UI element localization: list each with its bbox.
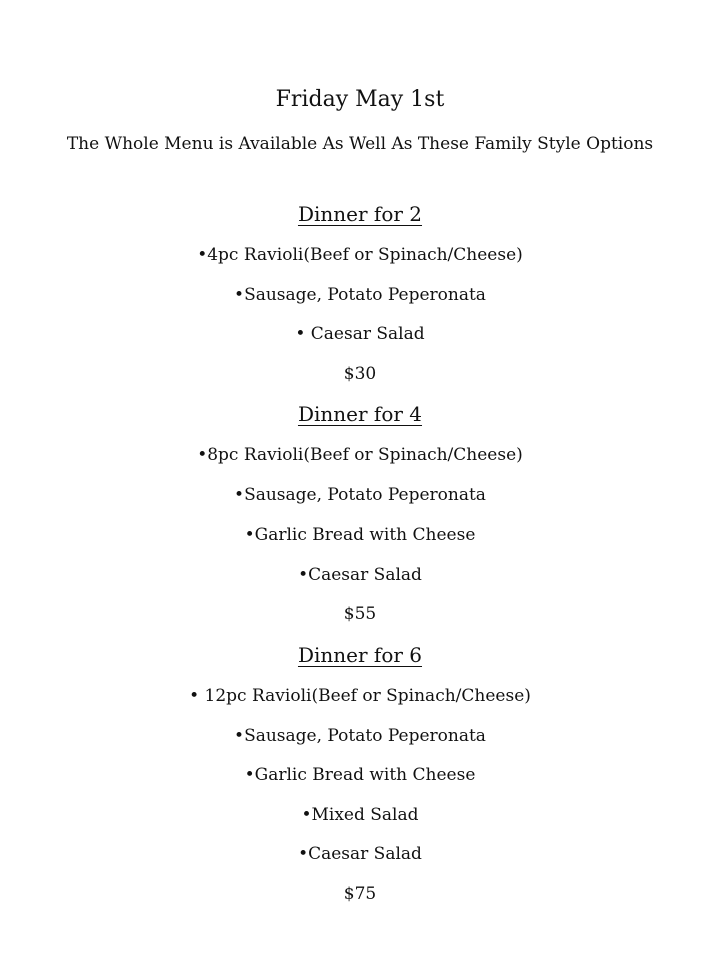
- menu-item: •Mixed Salad: [301, 805, 419, 825]
- price-dinner-for-4: $55: [343, 604, 377, 624]
- menu-item: •4pc Ravioli(Beef or Spinach/Cheese): [197, 245, 523, 265]
- menu-item: •Caesar Salad: [298, 565, 422, 585]
- menu-item: •Garlic Bread with Cheese: [244, 525, 476, 545]
- section-heading-label: Dinner for 4: [297, 402, 423, 426]
- menu-item: •Sausage, Potato Peperonata: [234, 285, 486, 305]
- menu-item: • 12pc Ravioli(Beef or Spinach/Cheese): [189, 686, 531, 706]
- section-heading-label: Dinner for 2: [297, 202, 423, 226]
- section-heading-dinner-for-6: [0, 642, 720, 668]
- section-heading-dinner-for-2: [0, 201, 720, 227]
- section-heading-label: Dinner for 6: [297, 643, 423, 667]
- section-heading-dinner-for-4: [0, 401, 720, 427]
- menu-item: •8pc Ravioli(Beef or Spinach/Cheese): [197, 445, 523, 465]
- menu-item: • Caesar Salad: [295, 324, 425, 344]
- page-subtitle: The Whole Menu is Available As Well As These Family Style Options: [66, 134, 654, 154]
- menu-item: •Sausage, Potato Peperonata: [234, 726, 486, 746]
- menu-item: •Garlic Bread with Cheese: [244, 765, 476, 785]
- menu-item: •Sausage, Potato Peperonata: [234, 485, 486, 505]
- price-dinner-for-2: $30: [343, 364, 377, 384]
- menu-item: •Caesar Salad: [298, 844, 422, 864]
- page-title: Friday May 1st: [275, 87, 445, 112]
- price-dinner-for-6: $75: [343, 884, 377, 904]
